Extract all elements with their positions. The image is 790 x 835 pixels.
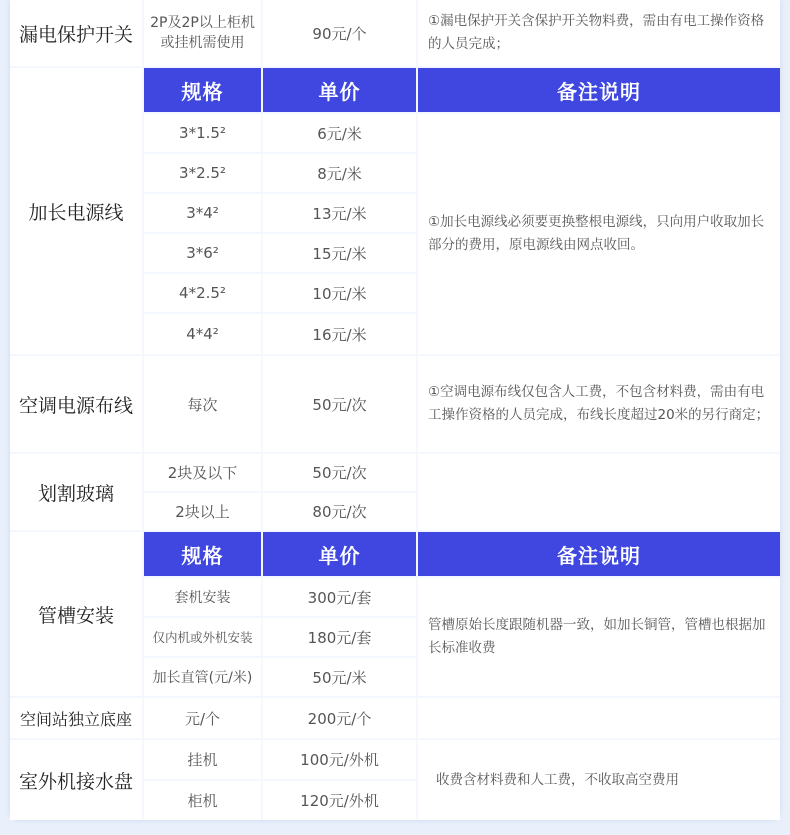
- category-drip-tray: 室外机接水盘: [10, 740, 142, 820]
- table-row-price: 80元/次: [263, 493, 416, 530]
- table-row-price: 16元/米: [263, 314, 416, 354]
- table-row-price: 10元/米: [263, 274, 416, 312]
- header-price: 单价: [263, 532, 416, 576]
- category-base-stand: 空间站独立底座: [10, 698, 142, 738]
- category-glass-cutting: 划割玻璃: [10, 454, 142, 530]
- header-note: 备注说明: [418, 68, 780, 112]
- category-extension-cord: 加长电源线: [10, 68, 142, 354]
- table-row-price: 100元/外机: [263, 740, 416, 779]
- table-row-spec: 3*6²: [144, 234, 261, 272]
- table-row-price: 50元/次: [263, 454, 416, 491]
- table-row-spec: 加长直管(元/米): [144, 658, 261, 696]
- table-row-price: 15元/米: [263, 234, 416, 272]
- note-extension-cord: ①加长电源线必须要更换整根电源线，只向用户收取加长部分的费用，原电源线由网点收回。: [418, 114, 780, 354]
- header-spec: 规格: [144, 532, 261, 576]
- price-ac-wiring: 50元/次: [263, 356, 416, 452]
- table-row-spec: 3*4²: [144, 194, 261, 232]
- table-row-spec: 套机安装: [144, 578, 261, 616]
- table-row-spec: 3*2.5²: [144, 154, 261, 192]
- note-leakage-switch: ①漏电保护开关含保护开关物料费，需由有电工操作资格的人员完成；: [418, 0, 780, 66]
- table-row-spec: 柜机: [144, 781, 261, 820]
- price-base-stand: 200元/个: [263, 698, 416, 738]
- note-base-stand-empty: [418, 698, 780, 738]
- category-ac-wiring: 空调电源布线: [10, 356, 142, 452]
- table-row-price: 120元/外机: [263, 781, 416, 820]
- header-note: 备注说明: [418, 532, 780, 576]
- table-row-price: 13元/米: [263, 194, 416, 232]
- note-pipe-trough: 管槽原始长度跟随机器一致，如加长铜管，管槽也根据加长标准收费: [418, 578, 780, 696]
- category-pipe-trough: 管槽安装: [10, 532, 142, 696]
- note-glass-cutting-empty: [418, 454, 780, 530]
- table-row-price: 300元/套: [263, 578, 416, 616]
- category-leakage-switch: 漏电保护开关: [10, 0, 142, 66]
- table-row-spec: 4*4²: [144, 314, 261, 354]
- table-row-spec: 2块及以下: [144, 454, 261, 491]
- table-row-price: 8元/米: [263, 154, 416, 192]
- table-row-price: 180元/套: [263, 618, 416, 656]
- table-row-spec: 2块以上: [144, 493, 261, 530]
- table-row-spec: 4*2.5²: [144, 274, 261, 312]
- header-spec: 规格: [144, 68, 261, 112]
- table-row-spec: 仅内机或外机安装: [144, 618, 261, 656]
- note-drip-tray: 收费含材料费和人工费，不收取高空费用: [418, 740, 780, 820]
- header-price: 单价: [263, 68, 416, 112]
- table-row-price: 6元/米: [263, 114, 416, 152]
- price-leakage-switch: 90元/个: [263, 0, 416, 66]
- spec-leakage-switch: 2P及2P以上柜机或挂机需使用: [144, 0, 261, 66]
- spec-base-stand: 元/个: [144, 698, 261, 738]
- table-row-spec: 挂机: [144, 740, 261, 779]
- table-row-spec: 3*1.5²: [144, 114, 261, 152]
- note-ac-wiring: ①空调电源布线仅包含人工费，不包含材料费，需由有电工操作资格的人员完成，布线长度超过20米的另行商定；: [418, 356, 780, 452]
- table-row-price: 50元/米: [263, 658, 416, 696]
- spec-ac-wiring: 每次: [144, 356, 261, 452]
